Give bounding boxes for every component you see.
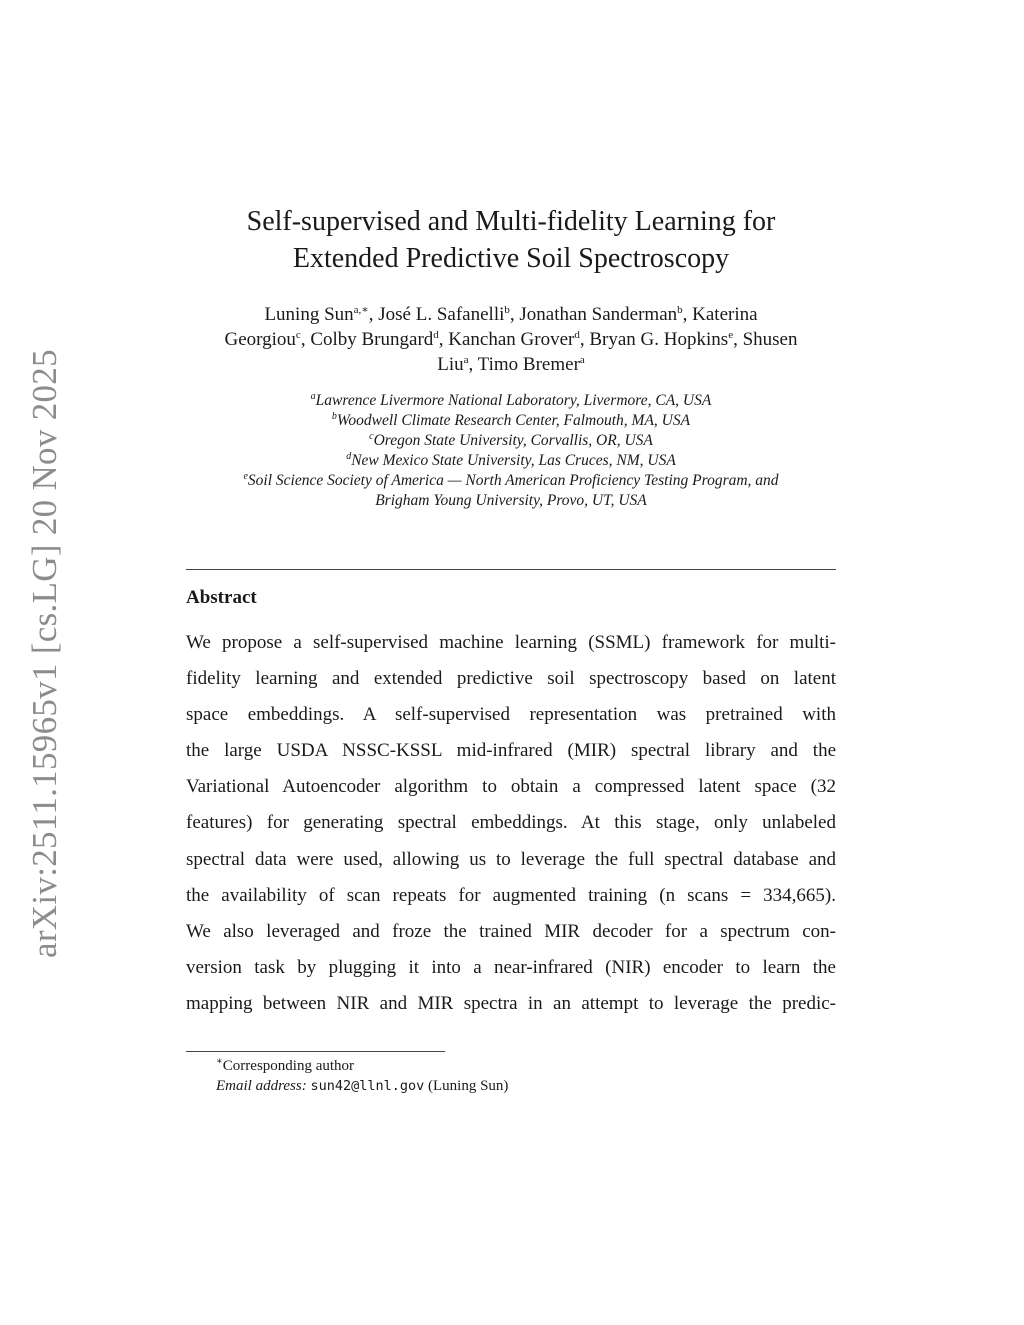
abstract-line: space embeddings. A self-supervised representation was pretrained with bbox=[186, 704, 836, 726]
author-line-1 bbox=[180, 302, 842, 327]
abstract-heading: Abstract bbox=[186, 587, 257, 608]
abstract-line: fidelity learning and extended predictive soil spectroscopy based on latent bbox=[186, 668, 836, 690]
footnote-corresponding bbox=[216, 1056, 508, 1076]
author-separator: , bbox=[468, 354, 478, 375]
abstract-line: We propose a self-supervised machine learning (SSML) framework for multi- bbox=[186, 632, 836, 653]
affiliation-text: Soil Science Society of America — North American Proficiency Testing Program, and bbox=[247, 472, 779, 489]
author-name: Bryan G. Hopkins bbox=[589, 329, 729, 350]
affiliation-text: Lawrence Livermore National Laboratory, Livermore, CA, USA bbox=[315, 392, 712, 409]
author-list bbox=[180, 302, 842, 377]
author-separator: , bbox=[300, 329, 311, 350]
author-separator: , bbox=[509, 304, 520, 325]
affiliation-item bbox=[160, 451, 862, 471]
author-affiliation-mark: d bbox=[574, 329, 580, 341]
affiliation-mark: b bbox=[331, 411, 337, 422]
footnote-mark: ∗ bbox=[216, 1056, 223, 1067]
author-name: Colby Brungard bbox=[310, 329, 434, 350]
affiliation-text: Oregon State University, Corvallis, OR, USA bbox=[373, 432, 653, 449]
author-name-part: Liu bbox=[437, 354, 464, 375]
title-line-2: Extended Predictive Soil Spectroscopy bbox=[292, 243, 730, 274]
author-line-3 bbox=[180, 352, 842, 377]
author-affiliation-mark: d bbox=[433, 329, 439, 341]
affiliation-mark: d bbox=[346, 451, 352, 462]
abstract-line: version task by plugging it into a near-infrared (NIR) encoder to learn the bbox=[186, 956, 836, 978]
author-name: Jonathan Sanderman bbox=[519, 304, 678, 325]
abstract-line: We also leveraged and froze the trained MIR decoder for a spectrum con- bbox=[186, 920, 836, 942]
abstract-line: spectral data were used, allowing us to leverage the full spectral database and bbox=[186, 848, 836, 870]
paper-title bbox=[186, 203, 836, 277]
arxiv-identifier-stamp: arXiv:2511.15965v1 [cs.LG] 20 Nov 2025 bbox=[25, 349, 64, 958]
author-affiliation-mark: b bbox=[504, 304, 510, 316]
affiliation-text: New Mexico State University, Las Cruces, NM, USA bbox=[351, 452, 676, 469]
author-line-2 bbox=[180, 327, 842, 352]
affiliation-item bbox=[160, 411, 862, 431]
abstract-line: the availability of scan repeats for augmented training (n scans = 334,665). bbox=[186, 884, 836, 906]
author-name-part: Shusen bbox=[742, 329, 798, 350]
abstract-body bbox=[186, 625, 836, 1022]
author-affiliation-mark: c bbox=[295, 329, 301, 341]
affiliation-mark: a bbox=[310, 391, 316, 402]
affiliation-item bbox=[160, 471, 862, 491]
abstract-line: features) for generating spectral embeddings. At this stage, only unlabeled bbox=[186, 812, 836, 834]
author-separator: , bbox=[682, 304, 693, 325]
affiliation-mark: c bbox=[369, 431, 374, 442]
footnote bbox=[216, 1056, 508, 1096]
abstract-line: Variational Autoencoder algorithm to obtain a compressed latent space (32 bbox=[186, 776, 836, 798]
author-affiliation-mark: a bbox=[579, 354, 585, 366]
email-label: Email address: bbox=[216, 1078, 307, 1094]
author-affiliation-mark: a bbox=[463, 354, 469, 366]
footnote-email-line bbox=[216, 1076, 508, 1096]
affiliation-item bbox=[160, 491, 862, 511]
author-separator: , bbox=[733, 329, 743, 350]
footnote-rule bbox=[186, 1051, 445, 1052]
affiliation-mark: e bbox=[243, 471, 248, 482]
affiliation-item bbox=[160, 431, 862, 451]
title-line-1: Self-supervised and Multi-fidelity Learning for bbox=[246, 206, 776, 237]
author-affiliation-mark: a,∗ bbox=[353, 304, 369, 316]
author-name-part: Katerina bbox=[692, 304, 758, 325]
email-address[interactable]: sun42@llnl.gov bbox=[310, 1078, 425, 1094]
affiliation-list bbox=[160, 391, 862, 511]
author-name: Kanchan Grover bbox=[448, 329, 575, 350]
affiliation-text: Woodwell Climate Research Center, Falmouth, MA, USA bbox=[336, 412, 691, 429]
author-name: Luning Sun bbox=[264, 304, 354, 325]
author-separator: , bbox=[368, 304, 379, 325]
abstract-line: the large USDA NSSC-KSSL mid-infrared (MIR) spectral library and the bbox=[186, 740, 836, 762]
affiliation-item bbox=[160, 391, 862, 411]
author-affiliation-mark: b bbox=[677, 304, 683, 316]
author-separator: , bbox=[579, 329, 590, 350]
author-separator: , bbox=[438, 329, 449, 350]
author-name-part: Georgiou bbox=[224, 329, 296, 350]
abstract-top-rule bbox=[186, 569, 836, 570]
author-name: Timo Bremer bbox=[477, 354, 580, 375]
email-owner: (Luning Sun) bbox=[428, 1078, 509, 1094]
author-name: José L. Safanelli bbox=[378, 304, 505, 325]
author-affiliation-mark: e bbox=[728, 329, 734, 341]
abstract-line: mapping between NIR and MIR spectra in an attempt to leverage the predic- bbox=[186, 992, 836, 1014]
footnote-corresponding-text: Corresponding author bbox=[222, 1058, 355, 1074]
affiliation-text: Brigham Young University, Provo, UT, USA bbox=[375, 492, 647, 509]
